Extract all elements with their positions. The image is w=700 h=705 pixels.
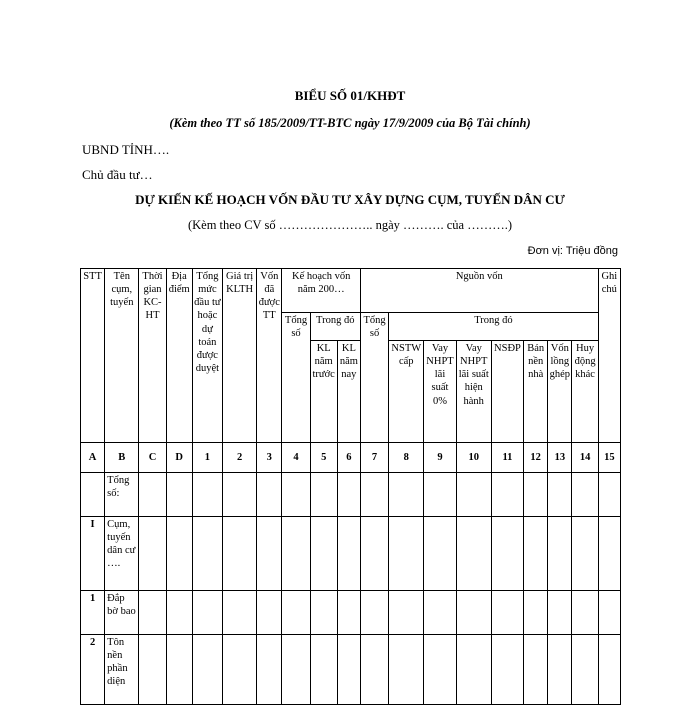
column-code: 8: [389, 443, 424, 473]
row-name: Tôn nền phần diện: [105, 635, 139, 705]
column-code-row: [81, 443, 621, 473]
column-code: C: [139, 443, 166, 473]
column-code: 6: [337, 443, 360, 473]
form-code: BIỂU SỐ 01/KHĐT: [294, 88, 406, 103]
table-row: [81, 517, 621, 591]
col-sources: Nguồn vốn: [360, 269, 598, 313]
row-stt: I: [81, 517, 105, 591]
col-plan-of-which: Trong đó: [310, 313, 360, 341]
column-code: 3: [257, 443, 282, 473]
col-src-of-which: Trong đó: [389, 313, 599, 341]
col-klth: Giá trị KLTH: [222, 269, 256, 443]
col-stt: STT: [81, 269, 105, 443]
column-code: 5: [310, 443, 337, 473]
col-location: Địa điểm: [166, 269, 192, 443]
column-code: 12: [524, 443, 548, 473]
col-src-nhpt0: Vay NHPT lãi suất 0%: [424, 341, 456, 443]
row-stt: 1: [81, 591, 105, 635]
col-name: Tên cụm, tuyến: [105, 269, 139, 443]
col-total-investment: Tổng mức đầu tư hoặc dự toán được duyệt: [192, 269, 222, 443]
agency-label: UBND TỈNH….: [82, 142, 170, 157]
row-stt: 2: [81, 635, 105, 705]
col-plan-this: KL năm nay: [337, 341, 360, 443]
column-code: 2: [222, 443, 256, 473]
table-row: [81, 635, 621, 705]
col-time: Thời gian KC-HT: [139, 269, 166, 443]
column-code: 7: [360, 443, 388, 473]
col-note: Ghi chú: [598, 269, 620, 443]
capital-plan-table: [80, 268, 621, 705]
col-src-nhpt-cur: Vay NHPT lãi suất hiện hành: [456, 341, 491, 443]
unit-label: Đơn vị: Triệu đồng: [527, 245, 618, 257]
cv-reference: (Kèm theo CV số ………………….. ngày ………. của ……….): [187, 218, 513, 232]
form-reference: (Kèm theo TT số 185/2009/TT-BTC ngày 17/9/2009 của Bộ Tài chính): [169, 116, 531, 130]
row-name: Tổng số:: [105, 473, 139, 517]
investor-label: Chủ đầu tư…: [82, 167, 153, 182]
col-src-integrated: Vốn lồng ghép: [548, 341, 572, 443]
column-code: 14: [572, 443, 598, 473]
table-row: [81, 591, 621, 635]
col-src-sale: Bán nền nhà: [524, 341, 548, 443]
col-src-nsdp: NSĐP: [491, 341, 523, 443]
column-code: 10: [456, 443, 491, 473]
row-name: Cụm, tuyến dân cư ….: [105, 517, 139, 591]
column-code: 1: [192, 443, 222, 473]
col-plan: Kế hoạch vốn năm 200…: [282, 269, 361, 313]
col-src-total: Tổng số: [360, 313, 388, 443]
row-stt: [81, 473, 105, 517]
column-code: A: [81, 443, 105, 473]
row-name: Đắp bờ bao: [105, 591, 139, 635]
column-code: 15: [598, 443, 620, 473]
col-plan-prev: KL năm trước: [310, 341, 337, 443]
column-code: 11: [491, 443, 523, 473]
header-row-1: [81, 269, 621, 313]
col-src-nstw: NSTW cấp: [389, 341, 424, 443]
column-code: 13: [548, 443, 572, 473]
column-code: D: [166, 443, 192, 473]
col-allocated: Vốn đã được TT: [257, 269, 282, 443]
column-code: B: [105, 443, 139, 473]
table-row: [81, 473, 621, 517]
column-code: 4: [282, 443, 310, 473]
document-title: DỰ KIẾN KẾ HOẠCH VỐN ĐẦU TƯ XÂY DỰNG CỤM, TUYẾN DÂN CƯ: [135, 192, 565, 207]
col-src-other: Huy động khác: [572, 341, 598, 443]
col-plan-total: Tổng số: [282, 313, 310, 443]
column-code: 9: [424, 443, 456, 473]
